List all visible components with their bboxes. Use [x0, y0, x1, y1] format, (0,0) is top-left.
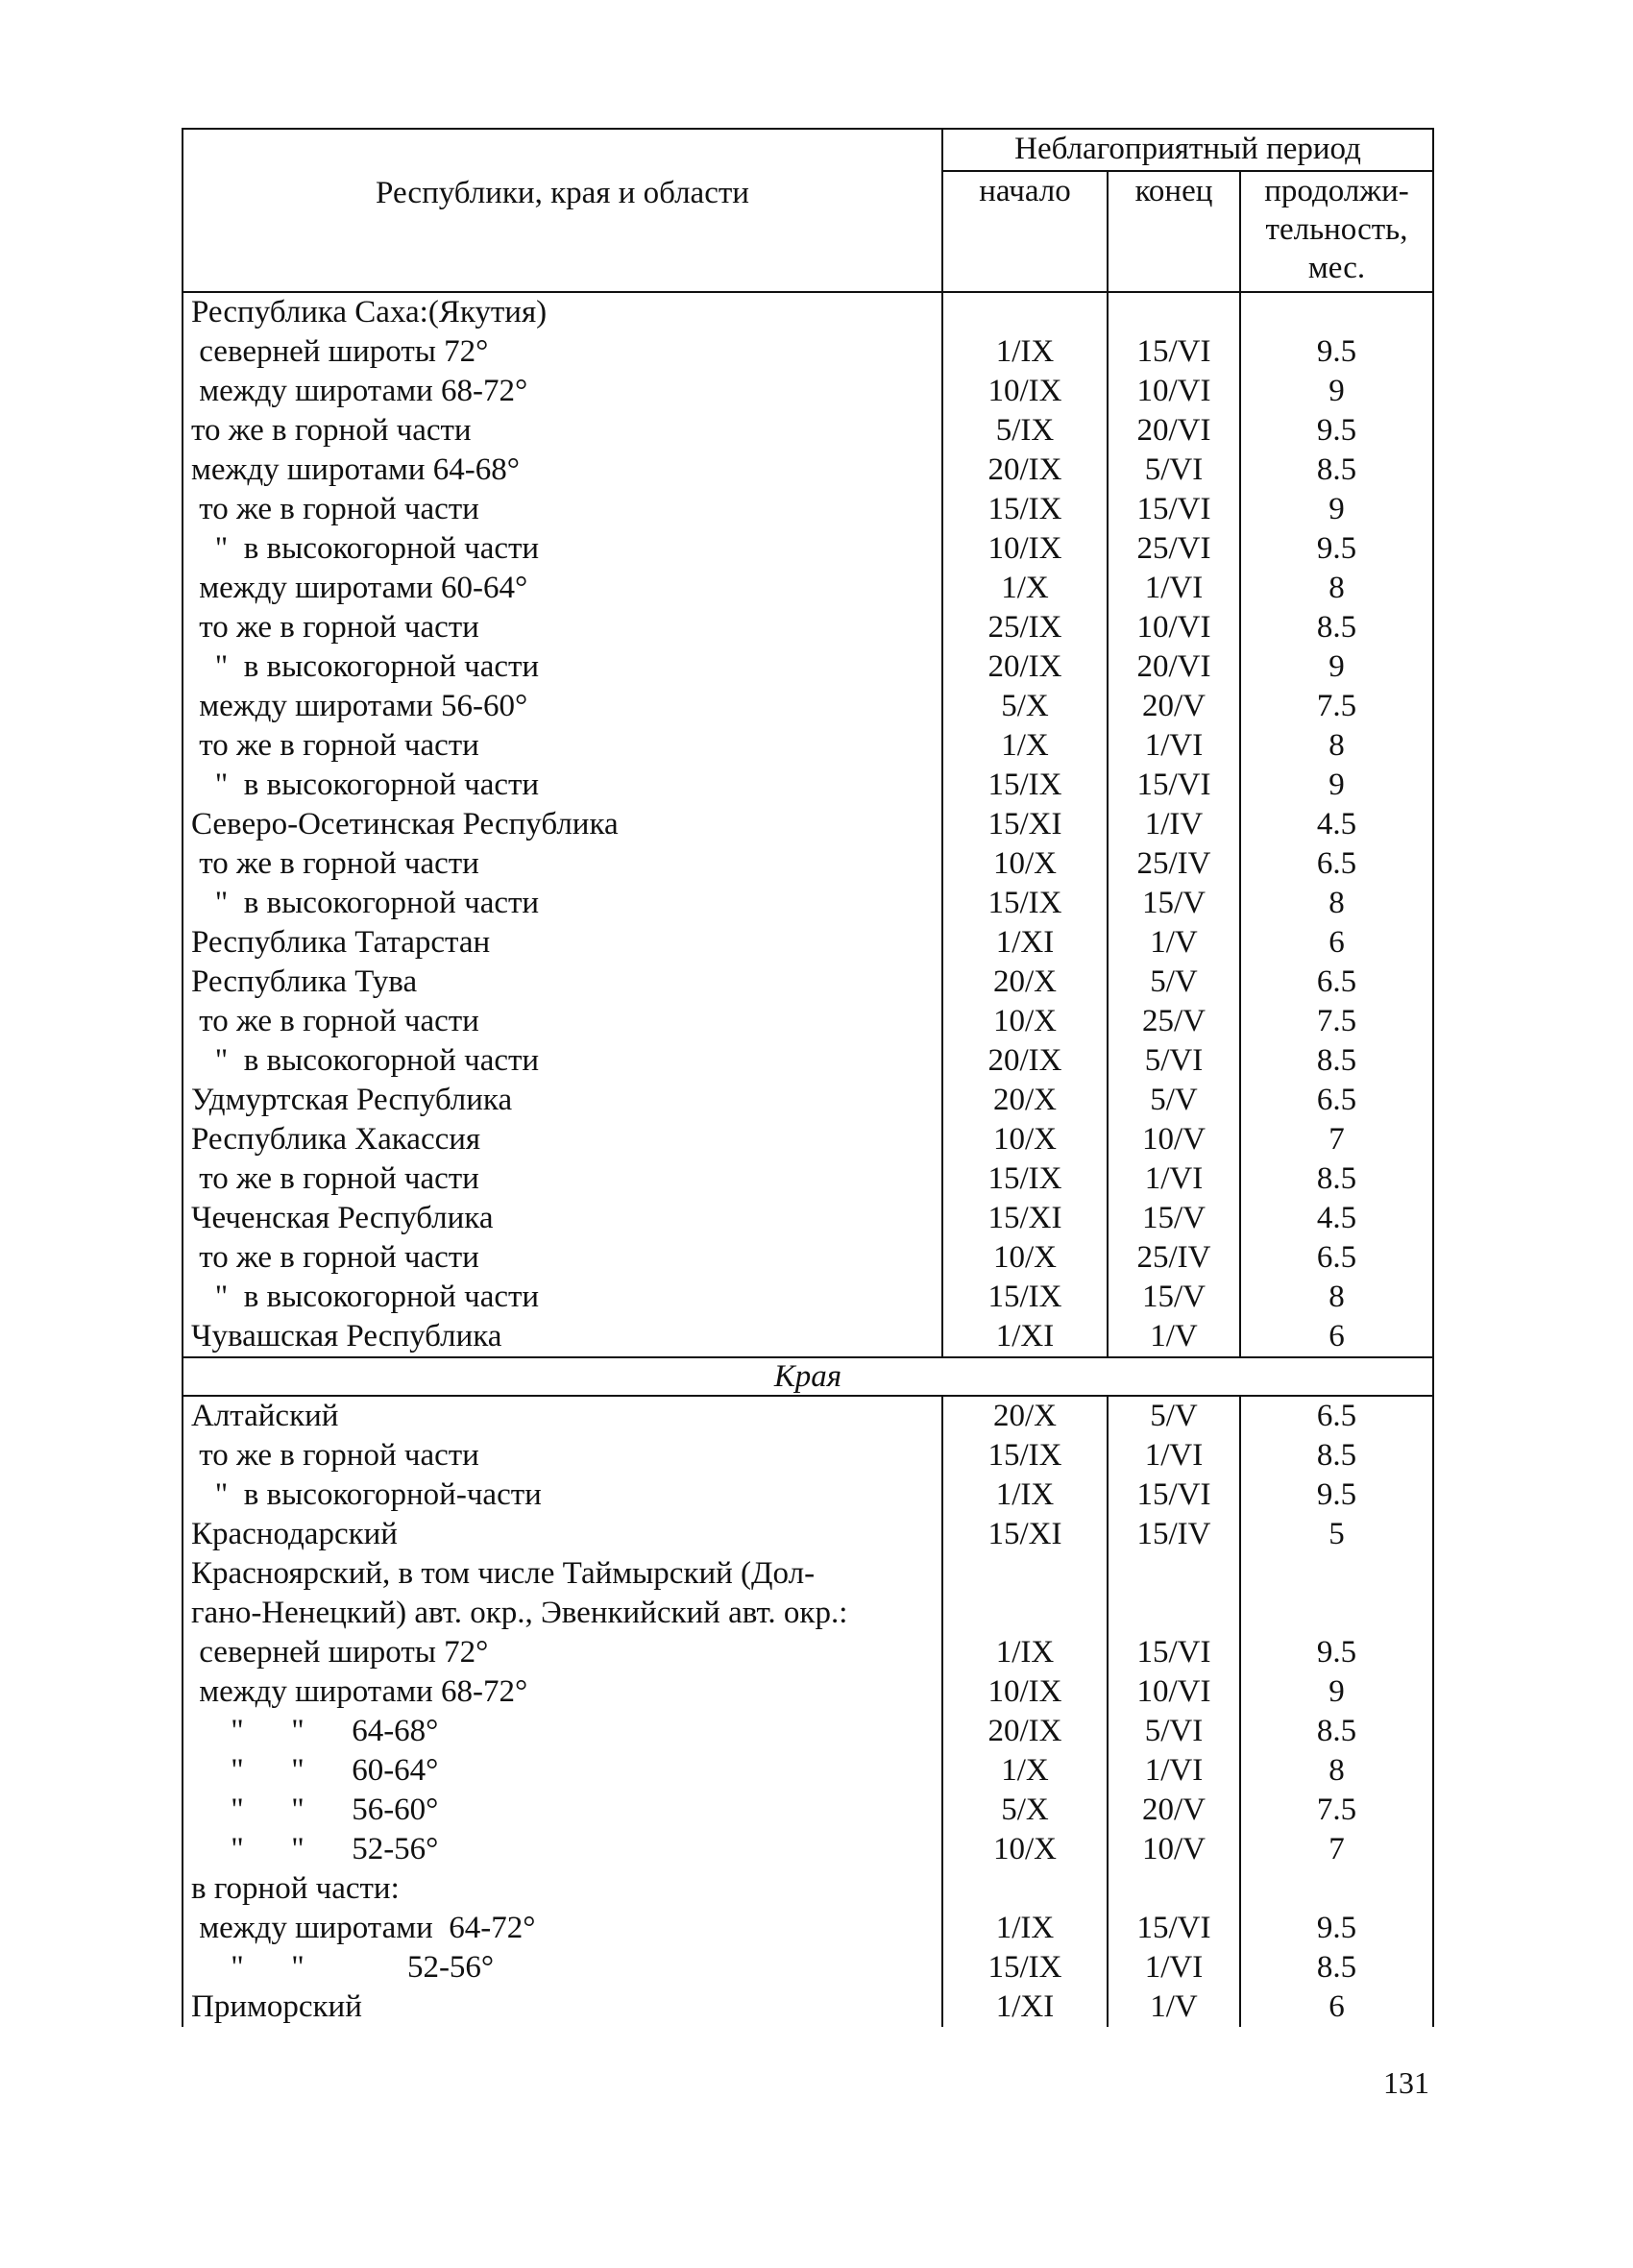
row-start — [942, 1594, 1108, 1633]
row-duration: 7 — [1240, 1120, 1433, 1159]
row-start: 1/X — [942, 1751, 1108, 1791]
table-row — [183, 1278, 1433, 1317]
row-duration: 9 — [1240, 647, 1433, 687]
row-duration: 6 — [1240, 923, 1433, 963]
table-row — [183, 1120, 1433, 1159]
row-start: 1/XI — [942, 923, 1108, 963]
table-row — [183, 1988, 1433, 2027]
row-end: 1/V — [1108, 1317, 1240, 1357]
row-duration: 8.5 — [1240, 1436, 1433, 1475]
row-end: 1/VI — [1108, 569, 1240, 608]
row-end: 1/VI — [1108, 1159, 1240, 1199]
row-start: 5/X — [942, 1791, 1108, 1830]
row-start: 1/X — [942, 569, 1108, 608]
row-name: то же в горной части — [183, 490, 942, 529]
row-duration: 4.5 — [1240, 805, 1433, 844]
row-start — [942, 1554, 1108, 1594]
row-start: 20/IX — [942, 1041, 1108, 1081]
row-duration: 8 — [1240, 726, 1433, 766]
table-row — [183, 726, 1433, 766]
row-start: 1/IX — [942, 332, 1108, 372]
row-end: 15/VI — [1108, 766, 1240, 805]
table-row — [183, 1909, 1433, 1948]
row-name: то же в горной части — [183, 1159, 942, 1199]
table-row — [183, 411, 1433, 451]
row-name: между широтами 64-72° — [183, 1909, 942, 1948]
row-duration: 6 — [1240, 1317, 1433, 1357]
row-end: 20/V — [1108, 687, 1240, 726]
row-end: 1/V — [1108, 923, 1240, 963]
table-row — [183, 332, 1433, 372]
row-end: 1/V — [1108, 1988, 1240, 2027]
table-row — [183, 805, 1433, 844]
row-end: 25/VI — [1108, 529, 1240, 569]
row-name: Краснодарский — [183, 1515, 942, 1554]
row-start: 20/IX — [942, 1712, 1108, 1751]
row-name: Удмуртская Республика — [183, 1081, 942, 1120]
row-name: то же в горной части — [183, 1002, 942, 1041]
climate-table — [182, 128, 1434, 2027]
row-duration: 9.5 — [1240, 411, 1433, 451]
climate-table-container — [182, 128, 1432, 2027]
table-row — [183, 1830, 1433, 1869]
row-duration — [1240, 1554, 1433, 1594]
table-row — [183, 1791, 1433, 1830]
row-start: 1/XI — [942, 1317, 1108, 1357]
row-start: 15/IX — [942, 884, 1108, 923]
row-name: между широтами 68-72° — [183, 1672, 942, 1712]
row-end: 20/V — [1108, 1791, 1240, 1830]
row-name: то же в горной части — [183, 1238, 942, 1278]
row-end: 15/VI — [1108, 1633, 1240, 1672]
row-duration: 5 — [1240, 1515, 1433, 1554]
row-duration: 8 — [1240, 1751, 1433, 1791]
row-start: 15/XI — [942, 805, 1108, 844]
row-end: 20/VI — [1108, 647, 1240, 687]
header-start: начало — [942, 171, 1108, 292]
row-end: 15/VI — [1108, 332, 1240, 372]
row-start: 20/IX — [942, 647, 1108, 687]
row-name: гано-Ненецкий) авт. окр., Эвенкийский авт. окр.: — [183, 1594, 942, 1633]
row-start: 20/X — [942, 1396, 1108, 1436]
row-duration: 8 — [1240, 1278, 1433, 1317]
row-name: в горной части: — [183, 1869, 942, 1909]
table-row — [183, 490, 1433, 529]
table-row — [183, 1712, 1433, 1751]
row-duration: 7.5 — [1240, 1791, 1433, 1830]
table-row — [183, 1081, 1433, 1120]
table-row — [183, 647, 1433, 687]
row-end: 10/V — [1108, 1830, 1240, 1869]
table-row — [183, 1159, 1433, 1199]
row-name: между широтами 60-64° — [183, 569, 942, 608]
row-name: Республика Тува — [183, 963, 942, 1002]
row-end: 25/IV — [1108, 844, 1240, 884]
table-row — [183, 1633, 1433, 1672]
row-start: 5/X — [942, 687, 1108, 726]
table-row — [183, 1238, 1433, 1278]
row-duration: 9.5 — [1240, 1475, 1433, 1515]
section-title: Края — [183, 1357, 1433, 1396]
row-end: 1/VI — [1108, 1751, 1240, 1791]
row-start: 15/XI — [942, 1515, 1108, 1554]
row-name: " в высокогорной части — [183, 1041, 942, 1081]
row-end: 5/VI — [1108, 1712, 1240, 1751]
row-end: 15/VI — [1108, 490, 1240, 529]
table-row — [183, 1751, 1433, 1791]
table-row — [183, 569, 1433, 608]
row-start: 10/IX — [942, 1672, 1108, 1712]
row-start — [942, 292, 1108, 332]
row-end: 10/V — [1108, 1120, 1240, 1159]
row-end: 5/VI — [1108, 451, 1240, 490]
row-start: 20/X — [942, 1081, 1108, 1120]
row-start: 20/IX — [942, 451, 1108, 490]
row-name: то же в горной части — [183, 726, 942, 766]
row-start: 5/IX — [942, 411, 1108, 451]
row-start: 10/X — [942, 844, 1108, 884]
row-duration: 8.5 — [1240, 1041, 1433, 1081]
table-row — [183, 687, 1433, 726]
row-start: 20/X — [942, 963, 1108, 1002]
row-start: 15/IX — [942, 490, 1108, 529]
row-duration: 9 — [1240, 372, 1433, 411]
row-name: между широтами 56-60° — [183, 687, 942, 726]
row-start: 15/IX — [942, 1278, 1108, 1317]
row-duration: 9.5 — [1240, 332, 1433, 372]
row-name: Северо-Осетинская Республика — [183, 805, 942, 844]
row-duration: 9 — [1240, 1672, 1433, 1712]
table-row — [183, 1041, 1433, 1081]
row-duration: 8.5 — [1240, 608, 1433, 647]
row-name: между широтами 68-72° — [183, 372, 942, 411]
table-row — [183, 1199, 1433, 1238]
row-duration: 8.5 — [1240, 451, 1433, 490]
row-duration: 8 — [1240, 884, 1433, 923]
row-name: Алтайский — [183, 1396, 942, 1436]
row-start: 15/XI — [942, 1199, 1108, 1238]
row-start: 10/X — [942, 1830, 1108, 1869]
row-end — [1108, 1594, 1240, 1633]
row-name: " " 52-56° — [183, 1948, 942, 1988]
row-name: " в высокогорной части — [183, 647, 942, 687]
row-end: 1/VI — [1108, 1948, 1240, 1988]
row-start — [942, 1869, 1108, 1909]
row-name: Приморский — [183, 1988, 942, 2027]
row-start: 1/X — [942, 726, 1108, 766]
table-row — [183, 1475, 1433, 1515]
row-name: Республика Саха:(Якутия) — [183, 292, 942, 332]
header-region: Республики, края и области — [183, 129, 942, 292]
table-row — [183, 1002, 1433, 1041]
row-duration — [1240, 1869, 1433, 1909]
row-duration: 7.5 — [1240, 687, 1433, 726]
table-row — [183, 844, 1433, 884]
table-row — [183, 884, 1433, 923]
row-end: 5/V — [1108, 1396, 1240, 1436]
table-row — [183, 923, 1433, 963]
table-row — [183, 1436, 1433, 1475]
table-row — [183, 529, 1433, 569]
row-end: 15/V — [1108, 884, 1240, 923]
row-end: 5/V — [1108, 1081, 1240, 1120]
table-row — [183, 372, 1433, 411]
row-name: то же в горной части — [183, 1436, 942, 1475]
row-start: 10/IX — [942, 529, 1108, 569]
row-end: 20/VI — [1108, 411, 1240, 451]
row-end: 1/IV — [1108, 805, 1240, 844]
table-row — [183, 1948, 1433, 1988]
row-duration: 9.5 — [1240, 529, 1433, 569]
row-name: то же в горной части — [183, 844, 942, 884]
row-start: 1/IX — [942, 1909, 1108, 1948]
row-name: северней широты 72° — [183, 1633, 942, 1672]
row-start: 1/XI — [942, 1988, 1108, 2027]
row-duration: 8 — [1240, 569, 1433, 608]
row-start: 10/IX — [942, 372, 1108, 411]
table-row — [183, 451, 1433, 490]
table-row — [183, 1594, 1433, 1633]
table-row — [183, 608, 1433, 647]
row-end: 10/VI — [1108, 1672, 1240, 1712]
row-start: 10/X — [942, 1238, 1108, 1278]
row-start: 15/IX — [942, 1436, 1108, 1475]
row-start: 1/IX — [942, 1633, 1108, 1672]
header-group: Неблагоприятный период — [942, 129, 1433, 171]
row-name: " в высокогорной части — [183, 884, 942, 923]
row-name: " " 56-60° — [183, 1791, 942, 1830]
row-name: " " 64-68° — [183, 1712, 942, 1751]
header-duration: продолжи- тельность, мес. — [1240, 171, 1433, 292]
row-end — [1108, 1869, 1240, 1909]
table-row — [183, 766, 1433, 805]
row-end: 15/V — [1108, 1278, 1240, 1317]
table-row — [183, 1396, 1433, 1436]
row-name: Чувашская Республика — [183, 1317, 942, 1357]
row-duration: 4.5 — [1240, 1199, 1433, 1238]
row-name: " " 60-64° — [183, 1751, 942, 1791]
table-row — [183, 1672, 1433, 1712]
row-end: 10/VI — [1108, 372, 1240, 411]
table-row — [183, 1869, 1433, 1909]
row-start: 1/IX — [942, 1475, 1108, 1515]
row-name: северней широты 72° — [183, 332, 942, 372]
row-duration: 6.5 — [1240, 1396, 1433, 1436]
table-row — [183, 1317, 1433, 1357]
section-row — [183, 1357, 1433, 1396]
row-end — [1108, 1554, 1240, 1594]
row-end: 1/VI — [1108, 1436, 1240, 1475]
row-name: " в высокогорной части — [183, 1278, 942, 1317]
row-duration: 8.5 — [1240, 1712, 1433, 1751]
row-duration: 9.5 — [1240, 1633, 1433, 1672]
row-duration — [1240, 292, 1433, 332]
row-start: 10/X — [942, 1002, 1108, 1041]
table-row — [183, 963, 1433, 1002]
row-duration: 9 — [1240, 766, 1433, 805]
row-end: 5/V — [1108, 963, 1240, 1002]
row-start: 15/IX — [942, 1159, 1108, 1199]
header-end: конец — [1108, 171, 1240, 292]
row-duration: 6.5 — [1240, 1238, 1433, 1278]
row-duration: 6.5 — [1240, 844, 1433, 884]
row-end: 15/IV — [1108, 1515, 1240, 1554]
table-row — [183, 1554, 1433, 1594]
row-start: 15/IX — [942, 1948, 1108, 1988]
row-end: 1/VI — [1108, 726, 1240, 766]
row-duration: 8.5 — [1240, 1159, 1433, 1199]
row-end — [1108, 292, 1240, 332]
row-duration: 7 — [1240, 1830, 1433, 1869]
row-duration: 9.5 — [1240, 1909, 1433, 1948]
row-start: 10/X — [942, 1120, 1108, 1159]
row-name: " в высокогорной части — [183, 766, 942, 805]
row-duration: 9 — [1240, 490, 1433, 529]
row-end: 25/IV — [1108, 1238, 1240, 1278]
row-duration: 6 — [1240, 1988, 1433, 2027]
row-name: то же в горной части — [183, 411, 942, 451]
row-end: 15/V — [1108, 1199, 1240, 1238]
table-row — [183, 1515, 1433, 1554]
row-duration: 8.5 — [1240, 1948, 1433, 1988]
row-end: 10/VI — [1108, 608, 1240, 647]
page-number: 131 — [1383, 2065, 1429, 2100]
row-name: " в высокогорной-части — [183, 1475, 942, 1515]
row-duration: 6.5 — [1240, 1081, 1433, 1120]
row-end: 15/VI — [1108, 1909, 1240, 1948]
row-duration: 6.5 — [1240, 963, 1433, 1002]
row-end: 15/VI — [1108, 1475, 1240, 1515]
row-end: 25/V — [1108, 1002, 1240, 1041]
row-name: Республика Татарстан — [183, 923, 942, 963]
row-name: Чеченская Республика — [183, 1199, 942, 1238]
row-start: 25/IX — [942, 608, 1108, 647]
row-name: " в высокогорной части — [183, 529, 942, 569]
table-row — [183, 292, 1433, 332]
row-name: между широтами 64-68° — [183, 451, 942, 490]
row-name: Республика Хакассия — [183, 1120, 942, 1159]
row-duration: 7.5 — [1240, 1002, 1433, 1041]
row-name: Красноярский, в том числе Таймырский (Дол- — [183, 1554, 942, 1594]
header-row-top — [183, 129, 1433, 171]
row-name: " " 52-56° — [183, 1830, 942, 1869]
row-name: то же в горной части — [183, 608, 942, 647]
row-end: 5/VI — [1108, 1041, 1240, 1081]
row-start: 15/IX — [942, 766, 1108, 805]
row-duration — [1240, 1594, 1433, 1633]
